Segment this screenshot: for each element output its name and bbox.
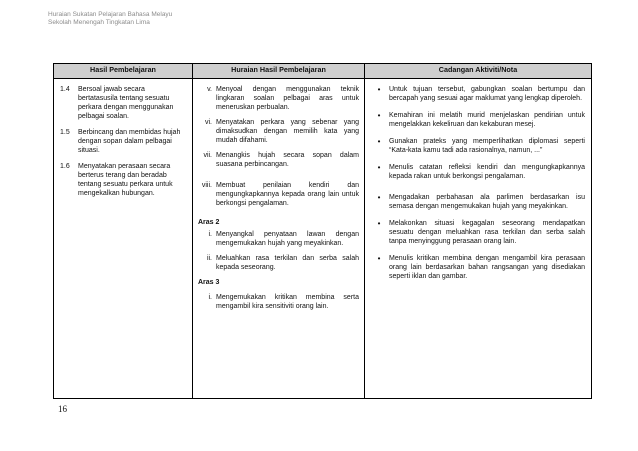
outcome-item <box>60 128 186 155</box>
bullet-icon: • <box>377 219 381 228</box>
description-number: ii. <box>206 255 212 262</box>
activity-item <box>369 111 585 129</box>
description-text: Meluahkan rasa terkilan dan serba salah kepada seseorang. <box>216 255 359 271</box>
header-line-1: Huraian Sukatan Pelajaran Bahasa Melayu <box>48 11 173 18</box>
bullet-icon: • <box>377 85 381 94</box>
description-number: v. <box>207 86 212 93</box>
description-text: Menyoal dengan menggunakan teknik lingkaran soalan pelbagai aras untuk meneruskan perbualan. <box>216 86 359 111</box>
activity-text: Gunakan prateks yang memperlihatkan diplomasi seperti “Kata-kata kamu tadi ada rasionalnya, namun, ...” <box>389 138 585 154</box>
table-row <box>54 79 592 399</box>
bullet-icon: • <box>377 193 381 202</box>
activity-text: Menulis kritikan membina dengan mengambil kira perasaan orang lain berdasarkan bahan rangsangan yang disediakan seperti iklan dan gambar. <box>389 255 585 280</box>
outcome-text: Berbincang dan membidas hujah dengan sopan dalam pelbagai situasi. <box>78 129 181 154</box>
activity-item <box>369 193 585 211</box>
description-text: Menangkis hujah secara sopan dalam suasana perbincangan. <box>216 152 359 168</box>
description-item <box>198 254 359 272</box>
description-number: vi. <box>205 119 212 126</box>
table-header-row <box>54 64 592 79</box>
outcome-number: 1.4 <box>60 86 70 93</box>
description-number: vii. <box>203 152 212 159</box>
activity-item <box>369 254 585 281</box>
description-item <box>198 293 359 311</box>
outcome-number: 1.6 <box>60 163 70 170</box>
learning-outcomes-table <box>53 63 592 399</box>
level-heading-aras-2: Aras 2 <box>198 219 220 226</box>
outcome-item <box>60 162 186 198</box>
header-line-2: Sekolah Menengah Tingkatan Lima <box>48 19 150 26</box>
outcome-text: Bersoal jawab secara bertatasusila tentang sesuatu perkara dengan menggunakan pelbagai soalan. <box>78 86 174 120</box>
learning-outcomes-cell <box>54 79 193 399</box>
header-cadangan-aktiviti: Cadangan Aktiviti/Nota <box>365 64 592 79</box>
description-number: viii. <box>201 182 212 189</box>
activity-item <box>369 163 585 181</box>
bullet-icon: • <box>377 137 381 146</box>
activity-item <box>369 137 585 155</box>
description-item <box>198 151 359 169</box>
description-number: i. <box>208 294 212 301</box>
description-item <box>198 181 359 208</box>
header-hasil-pembelajaran: Hasil Pembelajaran <box>54 64 193 79</box>
page-number: 16 <box>58 404 67 414</box>
description-item <box>198 230 359 248</box>
bullet-icon: • <box>377 254 381 263</box>
description-number: i. <box>208 231 212 238</box>
activity-text: Melakonkan situasi kegagalan seseorang mendapatkan sesuatu dengan meluahkan rasa terkilan dan serba salah tanpa menyinggung perasaan orang lain. <box>389 220 585 245</box>
description-text: Mengemukakan kritikan membina serta mengambil kira sensitiviti orang lain. <box>216 294 359 310</box>
description-text: Menyatakan perkara yang sebenar yang dimaksudkan dengan memilih kata yang mudah difahami. <box>216 119 359 144</box>
running-header <box>48 11 172 27</box>
outcome-text: Menyatakan perasaan secara berterus terang dan beradab tentang sesuatu perkara untuk mengekalkan hubungan. <box>78 163 173 197</box>
outcome-item <box>60 85 186 121</box>
level-heading-aras-3: Aras 3 <box>198 279 220 286</box>
activity-text: Kemahiran ini melatih murid menjelaskan pendirian untuk mengelakkan kekeliruan dan kekaburan mesej. <box>389 112 585 128</box>
header-huraian-hasil-pembelajaran: Huraian Hasil Pembelajaran <box>193 64 365 79</box>
activity-text: Mengadakan perbahasan ala parlimen berdasarkan isu semasa dengan mengemukakan hujah yang meyakinkan. <box>389 194 585 210</box>
description-item <box>198 85 359 112</box>
description-text: Menyangkal penyataan lawan dengan mengemukakan hujah yang meyakinkan. <box>216 231 359 247</box>
bullet-icon: • <box>377 111 381 120</box>
suggested-activities-cell <box>365 79 592 399</box>
bullet-icon: • <box>377 163 381 172</box>
activity-item <box>369 219 585 246</box>
activity-text: Menulis catatan refleksi kendiri dan mengungkapkannya kepada rakan untuk berkongsi pengalaman. <box>389 164 585 180</box>
activity-item <box>369 85 585 103</box>
description-item <box>198 118 359 145</box>
outcome-description-cell <box>193 79 365 399</box>
outcome-number: 1.5 <box>60 129 70 136</box>
description-text: Membuat penilaian kendiri dan mengungkapkannya kepada orang lain untuk berkongsi pengalaman. <box>216 182 359 207</box>
activity-text: Untuk tujuan tersebut, gabungkan soalan bertumpu dan bercapah yang sesuai agar maklumat yang lengkap diperoleh. <box>389 86 585 102</box>
